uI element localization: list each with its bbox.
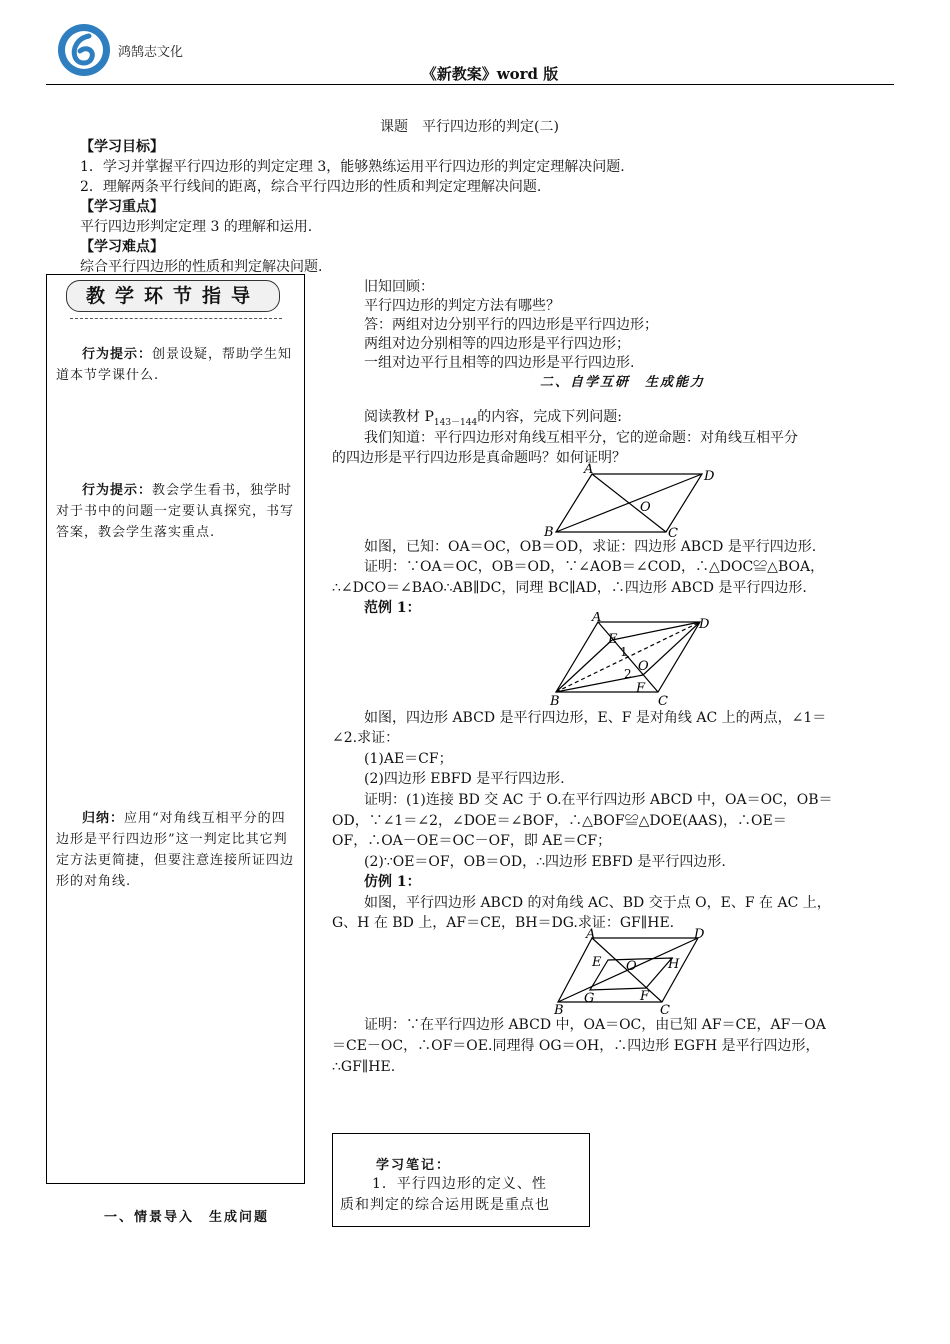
example-1-part-1: (1)AE＝CF； bbox=[364, 751, 453, 767]
document-title: 《新教案》word 版 bbox=[421, 65, 559, 83]
fig1-label-a: A bbox=[584, 462, 594, 477]
fig2-angle-2: 2 bbox=[624, 667, 632, 681]
reading-question-1: 我们知道：平行四边形对角线互相平分，它的逆命题：对角线互相平分 bbox=[364, 430, 798, 446]
fig2-label-o: O bbox=[638, 659, 649, 674]
practice-1-proof-1: 证明：∵在平行四边形 ABCD 中，OA＝OC，由已知 AF＝CE，AF－OA bbox=[364, 1017, 826, 1033]
section-1-heading: 一、情景导入 生成问题 bbox=[104, 1210, 270, 1225]
lesson-title: 课题 平行四边形的判定(二) bbox=[380, 119, 559, 135]
example-1-proof-4: (2)∵OE＝OF，OB＝OD，∴四边形 EBFD 是平行四边形. bbox=[364, 854, 726, 870]
fig3-label-h: H bbox=[668, 957, 680, 972]
review-answer-2: 两组对边分别相等的四边形是平行四边形； bbox=[364, 336, 630, 352]
figure-1-parallelogram bbox=[540, 462, 730, 540]
fig2-label-a: A bbox=[592, 612, 602, 625]
fig2-label-c: C bbox=[658, 694, 668, 706]
fig3-label-d: D bbox=[694, 928, 705, 942]
tip-1-text: 创景设疑，帮助学生知道本节学课什么. bbox=[56, 347, 293, 383]
fig2-label-f: F bbox=[636, 681, 646, 696]
fig2-segment-fd bbox=[643, 622, 700, 675]
brand-name: 鸿鹄志文化 bbox=[118, 45, 184, 60]
reading-question-2: 的四边形是平行四边形是真命题吗？如何证明？ bbox=[332, 450, 626, 466]
goal-2: 2．理解两条平行线间的距离，综合平行四边形的性质和判定定理解决问题. bbox=[80, 179, 542, 195]
goal-1: 1．学习并掌握平行四边形的判定定理 3，能够熟练运用平行四边形的判定定理解决问题. bbox=[80, 159, 625, 175]
reading-prefix: 阅读教材 P bbox=[364, 409, 434, 425]
proof-1-given: 如图，已知：OA＝OC，OB＝OD，求证：四边形 ABCD 是平行四边形. bbox=[364, 539, 817, 555]
goals-heading: 【学习目标】 bbox=[80, 139, 164, 155]
proof-1-line-2: ∴∠DCO＝∠BAO∴AB∥DC，同理 BC∥AD，∴四边形 ABCD 是平行四边形. bbox=[332, 580, 807, 596]
study-notes-line-2: 质和判定的综合运用既是重点也 bbox=[340, 1197, 550, 1213]
example-1-line-1: 如图，四边形 ABCD 是平行四边形，E、F 是对角线 AC 上的两点，∠1＝ bbox=[364, 710, 827, 726]
fig1-label-o: O bbox=[640, 500, 651, 515]
teaching-guide-title: 教学环节指导 bbox=[66, 280, 280, 312]
fig3-label-b: B bbox=[554, 1003, 564, 1018]
fig2-angle-1: 1 bbox=[620, 645, 628, 659]
fig3-label-a: A bbox=[586, 928, 596, 942]
fig1-label-d: D bbox=[704, 469, 715, 484]
fig3-label-e: E bbox=[592, 955, 602, 970]
difficulty-heading: 【学习难点】 bbox=[80, 239, 164, 255]
teaching-guide-box bbox=[46, 274, 305, 1184]
example-1-proof-1: 证明：(1)连接 BD 交 AC 于 O.在平行四边形 ABCD 中，OA＝OC，OB＝ bbox=[364, 792, 833, 808]
tip-2-label: 行为提示： bbox=[82, 483, 153, 498]
fig1-label-b: B bbox=[544, 525, 554, 540]
study-notes-heading: 学习笔记： bbox=[376, 1158, 452, 1173]
fig2-label-e: E bbox=[608, 632, 618, 647]
fig3-label-o: O bbox=[626, 959, 637, 974]
reading-pages: 143－144 bbox=[433, 417, 478, 428]
summary-note bbox=[56, 808, 296, 892]
practice-1-label: 仿例 1： bbox=[364, 874, 421, 890]
section-2-heading: 二、自学互研 生成能力 bbox=[540, 375, 706, 390]
header-rule bbox=[46, 84, 894, 85]
summary-text: 应用“对角线互相平分的四边形是平行四边形”这一判定比其它判定方法更简捷，但要注意连接所证四边形的对角线. bbox=[56, 811, 295, 889]
example-1-proof-3: OF，∴OA－OE＝OC－OF，即 AE＝CF； bbox=[332, 833, 612, 849]
example-1-label: 范例 1： bbox=[364, 600, 421, 616]
key-heading: 【学习重点】 bbox=[80, 199, 164, 215]
review-answer-3: 一组对边平行且相等的四边形是平行四边形. bbox=[364, 355, 635, 371]
fig3-label-c: C bbox=[660, 1003, 670, 1018]
behavior-tip-2 bbox=[56, 480, 296, 543]
review-question: 平行四边形的判定方法有哪些？ bbox=[364, 298, 560, 314]
practice-1-line-2: G、H 在 BD 上，AF＝CE，BH＝DG.求证：GF∥HE. bbox=[332, 915, 675, 931]
study-notes-line-1: 1．平行四边形的定义、性 bbox=[372, 1176, 547, 1192]
fig1-label-c: C bbox=[668, 526, 678, 540]
difficulty-text: 综合平行四边形的性质和判定解决问题. bbox=[80, 259, 323, 275]
example-1-proof-2: OD，∵∠1＝∠2，∠DOE＝∠BOF，∴△BOF≌△DOE(AAS)，∴OE＝ bbox=[332, 813, 787, 829]
figure-3-parallelogram bbox=[548, 928, 718, 1018]
reading-suffix: 的内容，完成下列问题: bbox=[477, 409, 622, 425]
example-1-part-2: (2)四边形 EBFD 是平行四边形. bbox=[364, 771, 565, 787]
behavior-tip-1 bbox=[56, 344, 296, 386]
fig2-segment-be bbox=[556, 640, 612, 692]
fig2-label-b: B bbox=[550, 694, 560, 706]
guide-divider bbox=[70, 318, 282, 319]
figure-2-parallelogram bbox=[540, 612, 720, 706]
practice-1-line-1: 如图，平行四边形 ABCD 的对角线 AC、BD 交于点 O，E、F 在 AC 上， bbox=[364, 895, 831, 911]
summary-label: 归纳： bbox=[82, 811, 125, 826]
practice-1-proof-3: ∴GF∥HE. bbox=[332, 1059, 396, 1075]
review-answer-1: 答：两组对边分别平行的四边形是平行四边形； bbox=[364, 317, 658, 333]
tip-2-text: 教会学生看书，独学时对于书中的问题一定要认真探究，书写答案，教会学生落实重点. bbox=[56, 483, 295, 540]
fig2-segment-ed bbox=[612, 622, 700, 640]
fig3-label-f: F bbox=[640, 989, 650, 1004]
key-text: 平行四边形判定定理 3 的理解和运用. bbox=[80, 219, 313, 235]
example-1-line-2: ∠2.求证： bbox=[332, 730, 400, 746]
review-heading: 旧知回顾： bbox=[364, 279, 434, 295]
fig3-label-g: G bbox=[584, 991, 595, 1006]
fig2-label-d: D bbox=[699, 617, 710, 632]
tip-1-label: 行为提示： bbox=[82, 347, 153, 362]
fig1-diagonal-bd bbox=[556, 474, 702, 532]
proof-1-line-1: 证明：∵OA＝OC，OB＝OD，∵∠AOB＝∠COD，∴△DOC≌△BOA， bbox=[364, 559, 825, 575]
practice-1-proof-2: ＝CE－OC，∴OF＝OE.同理得 OG＝OH，∴四边形 EGFH 是平行四边形， bbox=[332, 1038, 820, 1054]
